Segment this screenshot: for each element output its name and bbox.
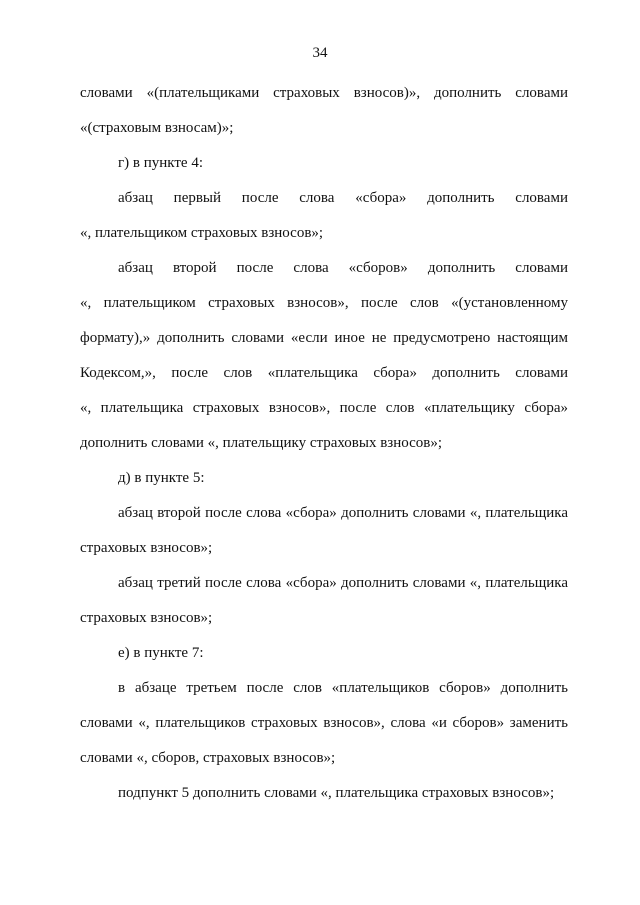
text-line: абзац второй после слова «сборов» дополнить словами <box>118 260 568 276</box>
text-line: страховых взносов»; <box>80 540 213 556</box>
subitem-heading: г) в пункте 4: <box>118 155 204 171</box>
text-line: в абзаце третьем после слов «плательщиков сборов» дополнить <box>118 680 568 696</box>
text-line: страховых взносов»; <box>80 610 213 626</box>
subitem-heading: е) в пункте 7: <box>118 645 204 661</box>
text-line: абзац первый после слова «сбора» дополнить словами <box>118 190 568 206</box>
text-line: словами «, плательщиков страховых взносов», слова «и сборов» заменить <box>80 715 568 731</box>
text-line: дополнить словами «, плательщику страховых взносов»; <box>80 435 443 451</box>
text-line: абзац второй после слова «сбора» дополнить словами «, плательщика <box>118 505 568 521</box>
page-number: 34 <box>312 45 328 61</box>
text-line: «, плательщиком страховых взносов»; <box>80 225 324 241</box>
text-line: Кодексом,», после слов «плательщика сбора» дополнить словами <box>80 365 568 381</box>
text-line: «(страховым взносам)»; <box>80 120 234 136</box>
text-line: формату),» дополнить словами «если иное не предусмотрено настоящим <box>80 330 568 346</box>
subitem-heading: д) в пункте 5: <box>118 470 205 486</box>
text-line: словами «, сборов, страховых взносов»; <box>80 750 336 766</box>
text-line: «, плательщиком страховых взносов», после слов «(установленному <box>80 295 568 311</box>
text-line: подпункт 5 дополнить словами «, плательщика страховых взносов»; <box>118 785 555 801</box>
text-line: абзац третий после слова «сбора» дополнить словами «, плательщика <box>118 575 568 591</box>
text-line: словами «(плательщиками страховых взносов)», дополнить словами <box>80 85 568 101</box>
text-line: «, плательщика страховых взносов», после слов «плательщику сбора» <box>80 400 568 416</box>
